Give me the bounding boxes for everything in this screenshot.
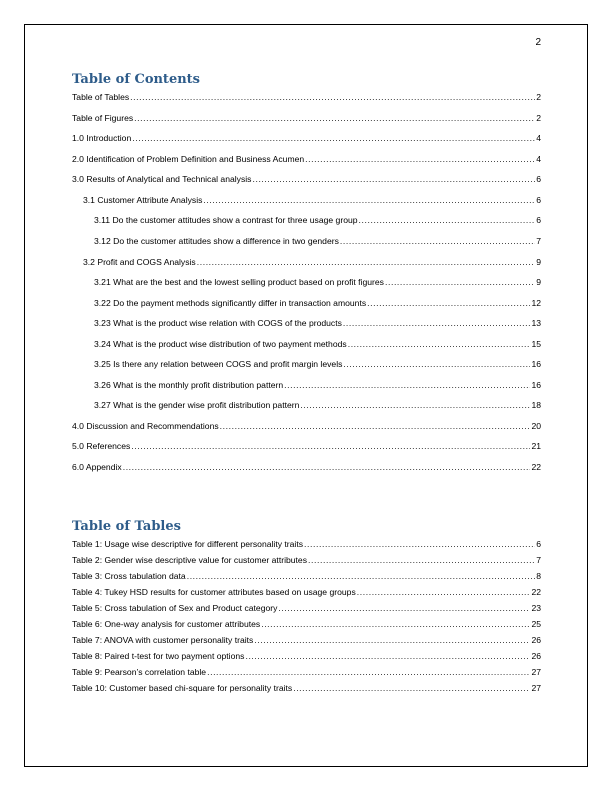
toc-entry[interactable]: 6.0 Appendix ..... 22: [72, 462, 541, 472]
table-entry[interactable]: Table 6: One-way analysis for customer attributes ..... 25: [72, 619, 541, 629]
toc-entry[interactable]: 3.2 Profit and COGS Analysis ..... 9: [83, 257, 541, 267]
toc-entry[interactable]: 3.11 Do the customer attitudes show a contrast for three usage group ..... 6: [94, 215, 541, 225]
toc-entry[interactable]: Table of Figures ..... 2: [72, 113, 541, 123]
table-entry[interactable]: Table 3: Cross tabulation data ..... 8: [72, 571, 541, 581]
contents-heading: Table of Contents: [72, 72, 200, 87]
toc-entry[interactable]: 3.27 What is the gender wise profit distribution pattern ..... 18: [94, 400, 541, 410]
toc-entry[interactable]: 2.0 Identification of Problem Definition and Business Acumen ..... 4: [72, 154, 541, 164]
toc-entry[interactable]: Table of Tables ..... 2: [72, 92, 541, 102]
tables-heading: Table of Tables: [72, 519, 181, 534]
toc-entry[interactable]: 3.26 What is the monthly profit distribution pattern ..... 16: [94, 380, 541, 390]
page-number: 2: [535, 37, 541, 48]
table-entry[interactable]: Table 1: Usage wise descriptive for different personality traits ..... 6: [72, 539, 541, 549]
toc-entry[interactable]: 3.1 Customer Attribute Analysis ..... 6: [83, 195, 541, 205]
toc-entry[interactable]: 3.25 Is there any relation between COGS and profit margin levels ..... 16: [94, 359, 541, 369]
table-entry[interactable]: Table 5: Cross tabulation of Sex and Product category ..... 23: [72, 603, 541, 613]
toc-entry[interactable]: 3.21 What are the best and the lowest selling product based on profit figures ..... 9: [94, 277, 541, 287]
toc-entry[interactable]: 3.24 What is the product wise distribution of two payment methods ..... 15: [94, 339, 541, 349]
toc-entry[interactable]: 1.0 Introduction ..... 4: [72, 133, 541, 143]
table-entry[interactable]: Table 2: Gender wise descriptive value for customer attributes ..... 7: [72, 555, 541, 565]
toc-entry[interactable]: 3.12 Do the customer attitudes show a difference in two genders ..... 7: [94, 236, 541, 246]
table-entry[interactable]: Table 10: Customer based chi-square for personality traits ..... 27: [72, 683, 541, 693]
table-entry[interactable]: Table 8: Paired t-test for two payment options ..... 26: [72, 651, 541, 661]
toc-entry[interactable]: 3.22 Do the payment methods significantly differ in transaction amounts ..... 12: [94, 298, 541, 308]
table-entry[interactable]: Table 9: Pearson’s correlation table ..... 27: [72, 667, 541, 677]
toc-entry[interactable]: 5.0 References ..... 21: [72, 441, 541, 451]
table-entry[interactable]: Table 4: Tukey HSD results for customer attributes based on usage groups ..... 22: [72, 587, 541, 597]
table-entry[interactable]: Table 7: ANOVA with customer personality traits ..... 26: [72, 635, 541, 645]
toc-entry[interactable]: 4.0 Discussion and Recommendations ..... 20: [72, 421, 541, 431]
toc-entry[interactable]: 3.23 What is the product wise relation with COGS of the products ..... 13: [94, 318, 541, 328]
toc-entry[interactable]: 3.0 Results of Analytical and Technical analysis ..... 6: [72, 174, 541, 184]
